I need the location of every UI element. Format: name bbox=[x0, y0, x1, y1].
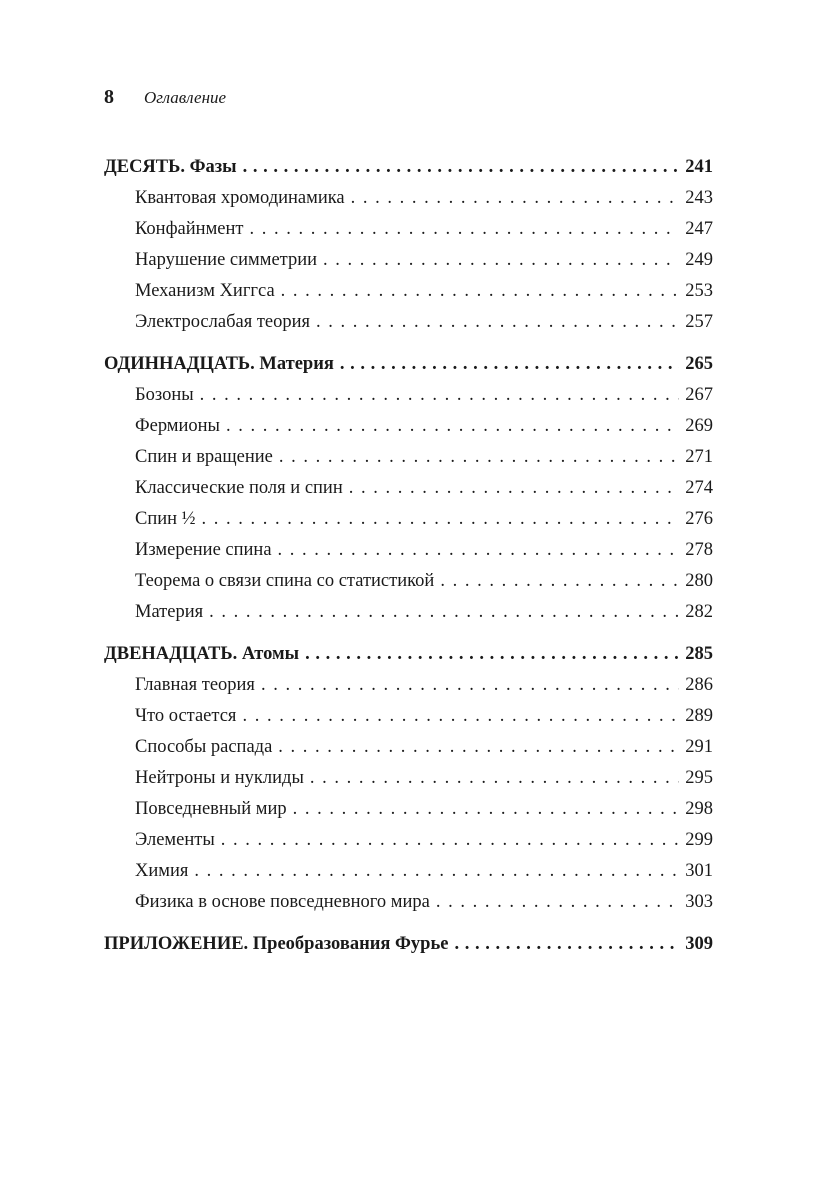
toc-chapter bbox=[104, 152, 713, 338]
dot-leader bbox=[209, 597, 679, 628]
dot-leader bbox=[279, 442, 679, 473]
running-title: Оглавление bbox=[144, 88, 227, 107]
toc-section-entry[interactable] bbox=[104, 473, 713, 504]
toc-section-entry[interactable] bbox=[104, 597, 713, 628]
section-title: Повседневный мир bbox=[135, 799, 287, 819]
chapter-page-number: 265 bbox=[685, 354, 713, 374]
dot-leader bbox=[436, 887, 679, 918]
dot-leader bbox=[440, 566, 679, 597]
section-page-number: 303 bbox=[685, 892, 713, 912]
section-title: Конфайнмент bbox=[135, 219, 244, 239]
toc-section-entry[interactable] bbox=[104, 701, 713, 732]
page-number: 8 bbox=[104, 86, 114, 108]
dot-leader bbox=[305, 639, 679, 670]
section-page-number: 267 bbox=[685, 385, 713, 405]
section-title: Что остается bbox=[135, 706, 237, 726]
section-page-number: 301 bbox=[685, 861, 713, 881]
toc-section-entry[interactable] bbox=[104, 856, 713, 887]
toc-section-entry[interactable] bbox=[104, 245, 713, 276]
section-page-number: 280 bbox=[685, 571, 713, 591]
section-title: Нарушение симметрии bbox=[135, 250, 318, 270]
section-title: Химия bbox=[135, 861, 189, 881]
chapter-page-number: 285 bbox=[685, 644, 713, 664]
dot-leader bbox=[249, 214, 679, 245]
dot-leader bbox=[349, 473, 679, 504]
table-of-contents bbox=[104, 152, 713, 971]
dot-leader bbox=[261, 670, 679, 701]
section-page-number: 247 bbox=[685, 219, 713, 239]
chapter-title: ДЕСЯТЬ. Фазы bbox=[104, 157, 237, 177]
section-page-number: 249 bbox=[685, 250, 713, 270]
dot-leader bbox=[194, 856, 679, 887]
toc-chapter-entry[interactable] bbox=[104, 152, 713, 183]
dot-leader bbox=[243, 152, 679, 183]
dot-leader bbox=[278, 535, 679, 566]
toc-chapter-entry[interactable] bbox=[104, 349, 713, 380]
section-title: Нейтроны и нуклиды bbox=[135, 768, 304, 788]
toc-chapter-entry[interactable] bbox=[104, 929, 713, 960]
toc-section-entry[interactable] bbox=[104, 825, 713, 856]
toc-section-entry[interactable] bbox=[104, 307, 713, 338]
section-title: Теорема о связи спина со статистикой bbox=[135, 571, 435, 591]
section-title: Механизм Хиггса bbox=[135, 281, 275, 301]
chapter-title: ДВЕНАДЦАТЬ. Атомы bbox=[104, 644, 300, 664]
dot-leader bbox=[351, 183, 679, 214]
section-page-number: 253 bbox=[685, 281, 713, 301]
dot-leader bbox=[226, 411, 679, 442]
section-title: Фермионы bbox=[135, 416, 220, 436]
toc-section-entry[interactable] bbox=[104, 183, 713, 214]
dot-leader bbox=[202, 504, 679, 535]
toc-section-entry[interactable] bbox=[104, 380, 713, 411]
toc-section-entry[interactable] bbox=[104, 887, 713, 918]
toc-section-entry[interactable] bbox=[104, 732, 713, 763]
dot-leader bbox=[278, 732, 679, 763]
chapter-page-number: 309 bbox=[685, 934, 713, 954]
toc-section-entry[interactable] bbox=[104, 794, 713, 825]
toc-section-entry[interactable] bbox=[104, 214, 713, 245]
section-page-number: 282 bbox=[685, 602, 713, 622]
dot-leader bbox=[293, 794, 679, 825]
toc-section-entry[interactable] bbox=[104, 763, 713, 794]
section-page-number: 274 bbox=[685, 478, 713, 498]
section-page-number: 278 bbox=[685, 540, 713, 560]
section-title: Измерение спина bbox=[135, 540, 272, 560]
chapter-title: ОДИННАДЦАТЬ. Материя bbox=[104, 354, 334, 374]
section-title: Главная теория bbox=[135, 675, 255, 695]
section-page-number: 299 bbox=[685, 830, 713, 850]
toc-section-entry[interactable] bbox=[104, 442, 713, 473]
section-page-number: 289 bbox=[685, 706, 713, 726]
section-title: Спин и вращение bbox=[135, 447, 273, 467]
section-page-number: 271 bbox=[685, 447, 713, 467]
running-head bbox=[104, 86, 226, 116]
section-title: Физика в основе повседневного мира bbox=[135, 892, 430, 912]
chapter-title: ПРИЛОЖЕНИЕ. Преобразования Фурье bbox=[104, 934, 449, 954]
toc-section-entry[interactable] bbox=[104, 535, 713, 566]
section-title: Способы распада bbox=[135, 737, 273, 757]
toc-section-entry[interactable] bbox=[104, 670, 713, 701]
dot-leader bbox=[316, 307, 679, 338]
section-page-number: 298 bbox=[685, 799, 713, 819]
section-title: Элементы bbox=[135, 830, 215, 850]
section-title: Спин ½ bbox=[135, 509, 196, 529]
section-title: Бозоны bbox=[135, 385, 194, 405]
toc-section-entry[interactable] bbox=[104, 504, 713, 535]
dot-leader bbox=[454, 929, 679, 960]
section-page-number: 243 bbox=[685, 188, 713, 208]
toc-chapter bbox=[104, 639, 713, 918]
toc-section-entry[interactable] bbox=[104, 566, 713, 597]
section-title: Электрослабая теория bbox=[135, 312, 311, 332]
dot-leader bbox=[340, 349, 679, 380]
section-page-number: 276 bbox=[685, 509, 713, 529]
section-page-number: 269 bbox=[685, 416, 713, 436]
dot-leader bbox=[323, 245, 679, 276]
toc-section-entry[interactable] bbox=[104, 276, 713, 307]
section-title: Квантовая хромодинамика bbox=[135, 188, 345, 208]
toc-chapter bbox=[104, 349, 713, 628]
toc-chapter bbox=[104, 929, 713, 960]
section-page-number: 286 bbox=[685, 675, 713, 695]
section-page-number: 295 bbox=[685, 768, 713, 788]
section-page-number: 257 bbox=[685, 312, 713, 332]
toc-section-entry[interactable] bbox=[104, 411, 713, 442]
section-title: Классические поля и спин bbox=[135, 478, 343, 498]
dot-leader bbox=[310, 763, 679, 794]
chapter-page-number: 241 bbox=[685, 157, 713, 177]
section-title: Материя bbox=[135, 602, 204, 622]
dot-leader bbox=[200, 380, 679, 411]
toc-chapter-entry[interactable] bbox=[104, 639, 713, 670]
dot-leader bbox=[221, 825, 679, 856]
dot-leader bbox=[242, 701, 679, 732]
section-page-number: 291 bbox=[685, 737, 713, 757]
dot-leader bbox=[281, 276, 679, 307]
